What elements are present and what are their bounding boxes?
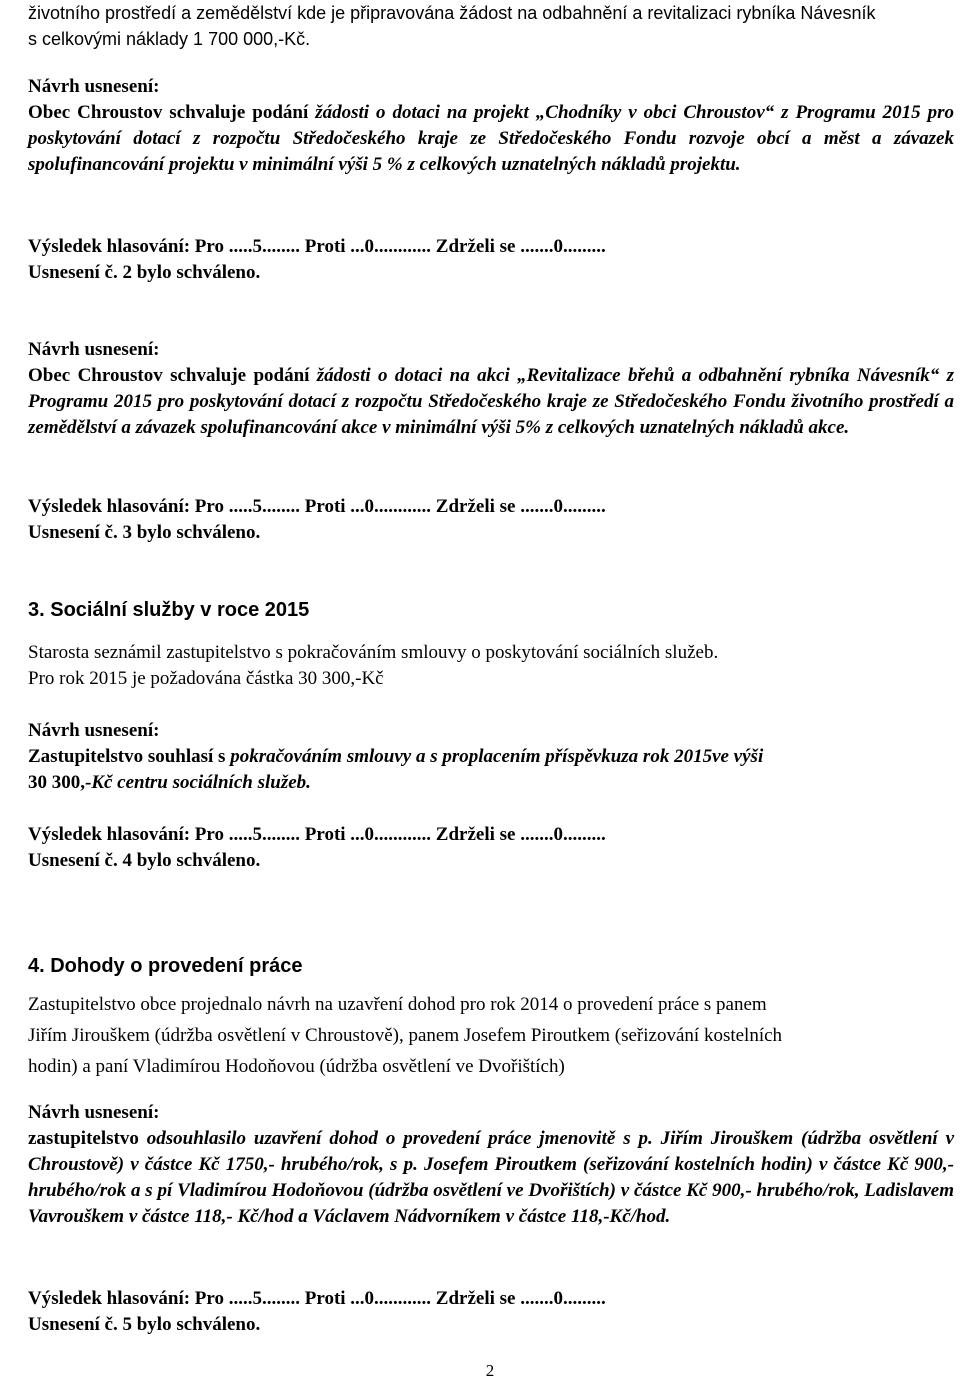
resolution-text-line-2 (28, 770, 954, 796)
resolution-outcome: Usnesení č. 3 bylo schváleno. (28, 522, 261, 543)
vote-block-3 (28, 822, 954, 874)
vote-result-line: Výsledek hlasování: Pro .....5........ Proti ...0............ Zdrželi se .......0......... (28, 1288, 606, 1309)
resolution-text-plain: Obec Chroustov schvaluje podání (28, 365, 317, 386)
section-heading-4: 4. Dohody o provedení práce (28, 955, 303, 977)
intro-paragraph (28, 0, 954, 52)
vote-block-1 (28, 234, 954, 286)
resolution-outcome: Usnesení č. 5 bylo schváleno. (28, 1314, 261, 1335)
section-4-line-1: Zastupitelstvo obce projednalo návrh na uzavření dohod pro rok 2014 o provedení práce s panem (28, 994, 767, 1015)
intro-line-1: životního prostředí a zemědělství kde je připravována žádost na odbahnění a revitalizaci rybníka Návesník (28, 3, 876, 23)
resolution-text-plain: Obec Chroustov schvaluje podání (28, 102, 316, 123)
vote-result-line: Výsledek hlasování: Pro .....5........ Proti ...0............ Zdrželi se .......0......... (28, 496, 606, 517)
resolution-text (28, 363, 954, 441)
section-4-paragraph (28, 992, 954, 1080)
section-4-line-3: hodin) a paní Vladimírou Hodoňovou (údržba osvětlení ve Dvořištích) (28, 1056, 565, 1077)
resolution-text-italic: pokračováním smlouvy a s proplacením příspěvkuza rok 2015ve výši (230, 746, 764, 767)
resolution-label: Návrh usnesení: (28, 1102, 160, 1123)
resolution-1 (28, 74, 954, 178)
vote-result-line: Výsledek hlasování: Pro .....5........ Proti ...0............ Zdrželi se .......0......... (28, 236, 606, 257)
page-number: 2 (485, 1361, 495, 1380)
resolution-text-italic: odsouhlasilo uzavření dohod o provedení práce jmenovitě s p. Jiřím Jirouškem (údržba osvětlení v Chroustově) v částce Kč 1750,- hrubého/rok, s p. Josefem Piroutkem (seřizování kostelních hodin) v částce Kč 900,- hrubého/rok a s pí Vladimírou Hodoňovou (údržba osvětlení ve Dvořištích) v částce Kč 900,- hrubého/rok, Ladislavem Vavrouškem v částce 118,- Kč/hod a Václavem Nádvorníkem v částce 118,-Kč/hod. (28, 1128, 955, 1227)
section-3-paragraph-2: Pro rok 2015 je požadována částka 30 300,-Kč (28, 668, 384, 689)
resolution-text-plain: Zastupitelstvo souhlasí s (28, 746, 231, 767)
resolution-text-plain: 30 300,- (28, 772, 92, 793)
resolution-outcome: Usnesení č. 4 bylo schváleno. (28, 850, 261, 871)
section-3-body (28, 640, 954, 692)
section-3-paragraph-1: Starosta seznámil zastupitelstvo s pokračováním smlouvy o poskytování sociálních služeb. (28, 642, 719, 663)
section-4-line-2: Jiřím Jirouškem (údržba osvětlení v Chroustově), panem Josefem Piroutkem (seřizování kostelních (28, 1025, 783, 1046)
resolution-label: Návrh usnesení: (28, 339, 160, 360)
resolution-4 (28, 1100, 954, 1230)
resolution-label: Návrh usnesení: (28, 720, 160, 741)
vote-result-line: Výsledek hlasování: Pro .....5........ Proti ...0............ Zdrželi se .......0......... (28, 824, 606, 845)
resolution-outcome: Usnesení č. 2 bylo schváleno. (28, 262, 261, 283)
resolution-3 (28, 718, 954, 796)
vote-block-2 (28, 494, 954, 546)
resolution-text-italic: žádosti o dotaci na akci „Revitalizace břehů a odbahnění rybníka Návesník“ z Programu 2015 pro poskytování dotací z rozpočtu Středočeského kraje ze Středočeského Fondu životního prostředí a zemědělství a závazek spolufinancování akce v minimální výši 5% z celkových uznatelných nákladů akce. (28, 365, 954, 438)
resolution-text-italic: žádosti o dotaci na projekt „Chodníky v obci Chroustov“ z Programu 2015 pro poskytování dotací z rozpočtu Středočeského kraje ze Středočeského Fondu rozvoje obcí a měst a závazek spolufinancování projektu v minimální výši 5 % z celkových uznatelných nákladů projektu. (28, 102, 954, 175)
resolution-text-italic: Kč centru sociálních služeb. (91, 772, 311, 793)
vote-block-4 (28, 1286, 954, 1338)
resolution-2 (28, 337, 954, 441)
resolution-text-plain: zastupitelstvo (28, 1128, 147, 1149)
intro-line-2: s celkovými náklady 1 700 000,-Kč. (28, 29, 311, 49)
section-heading-3: 3. Sociální služby v roce 2015 (28, 599, 310, 621)
resolution-label: Návrh usnesení: (28, 76, 160, 97)
resolution-text-line-1 (28, 744, 954, 770)
resolution-text (28, 100, 954, 178)
resolution-text (28, 1126, 954, 1230)
